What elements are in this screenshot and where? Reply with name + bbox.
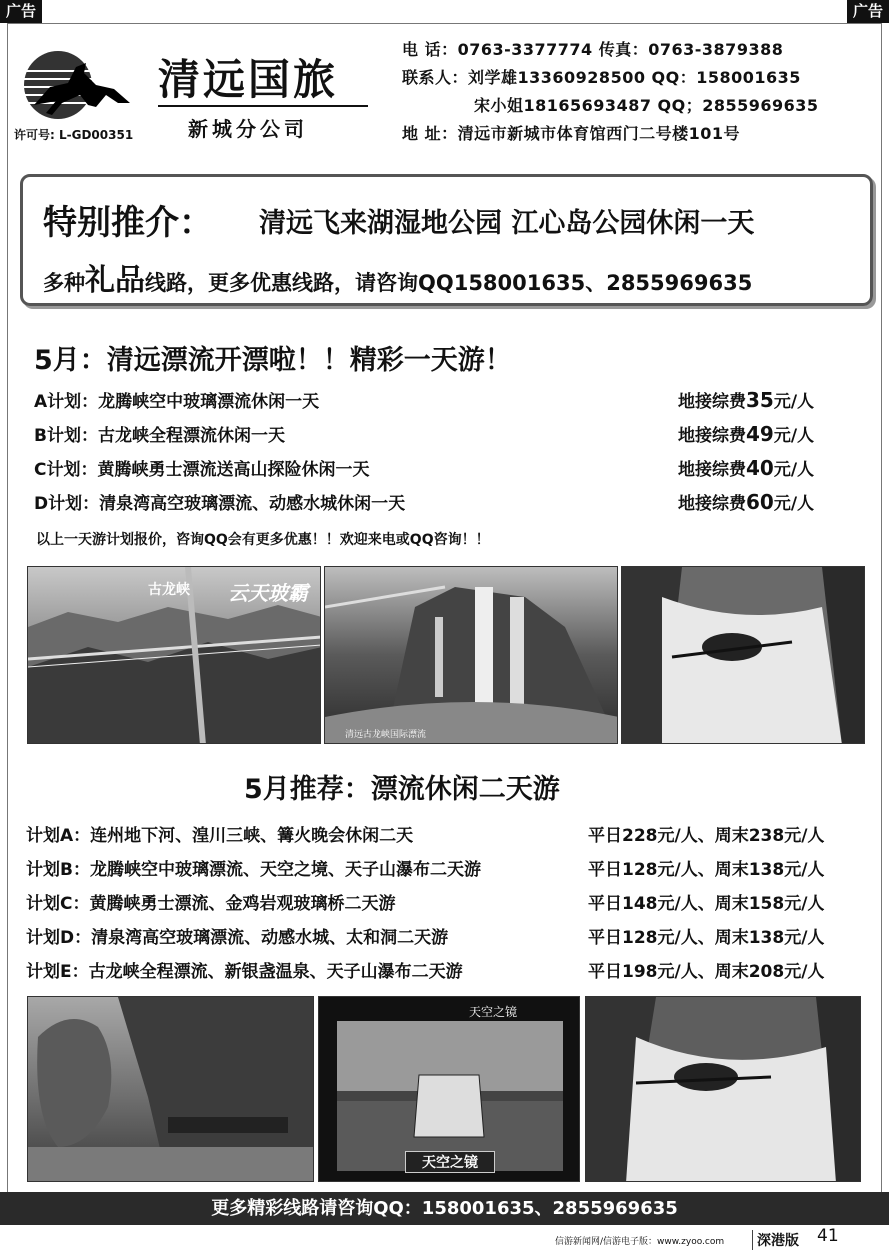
horse-logo: [14, 45, 136, 125]
company-branch: 新城分公司: [188, 117, 308, 141]
price-unit: 元/人、周末: [657, 928, 749, 948]
name-divider: [158, 105, 368, 107]
price-unit: 元/人、周末: [657, 860, 749, 880]
section2-price: [588, 923, 824, 948]
plan-name: 计划E：古龙峡全程漂流、新银盏温泉、天子山瀑布二天游: [26, 962, 463, 982]
promo-line-big: 礼品: [85, 263, 145, 298]
photo-glass-bridge: [27, 566, 321, 744]
ad-tag-right: 广告: [847, 0, 889, 23]
section1-price: [678, 489, 814, 514]
section2-price: [588, 889, 824, 914]
price-unit: 元/人、周末: [657, 962, 749, 982]
address: 地 址：清远市新城市体育馆西门二号楼101号: [402, 124, 740, 143]
photo-sky-mirror: [318, 996, 580, 1182]
price-label: 平日: [588, 928, 622, 948]
price-unit: 元/人: [773, 426, 815, 446]
price-label: 平日: [588, 962, 622, 982]
weekend-price: 138: [748, 860, 785, 880]
license-number: 许可号: L-GD00351: [14, 128, 134, 142]
company-name: 清远国旅: [158, 55, 339, 104]
photo1-brand: 古龙峡: [148, 582, 190, 598]
promo-heading: 特别推介：: [43, 203, 213, 243]
price-unit: 元/人: [784, 962, 825, 982]
section2-title: 5月推荐：漂流休闲二天游: [244, 774, 560, 805]
weekday-price: 148: [622, 894, 658, 914]
ad-tag-left: 广告: [0, 0, 42, 23]
footer-bar: 更多精彩线路请咨询QQ：158001635、2855969635: [0, 1192, 889, 1225]
plan-name: 计划B：龙腾峡空中玻璃漂流、天空之境、天子山瀑布二天游: [26, 860, 481, 880]
weekday-price: 228: [622, 826, 658, 846]
section1-title: 5月：清远漂流开漂啦！！精彩一天游！: [34, 345, 512, 376]
section1-price: [678, 421, 814, 446]
promo-line-pre: 多种: [43, 271, 85, 295]
special-promo-box: [20, 174, 873, 306]
price-label: 平日: [588, 894, 622, 914]
price-label: 地接综费: [678, 494, 746, 514]
section2-plan: [26, 821, 413, 846]
plan-name: D计划：清泉湾高空玻璃漂流、动感水城休闲一天: [34, 494, 406, 514]
price-label: 平日: [588, 826, 622, 846]
plan-name: C计划：黄腾峡勇士漂流送高山探险休闲一天: [34, 460, 370, 480]
weekend-price: 238: [748, 826, 785, 846]
plan-name: 计划C：黄腾峡勇士漂流、金鸡岩观玻璃桥二天游: [26, 894, 396, 914]
contact-2: 宋小姐18165693487 QQ；2855969635: [474, 96, 819, 115]
price-unit: 元/人、周末: [657, 826, 749, 846]
promo-title: 清远飞来湖湿地公园 江心岛公园休闲一天: [259, 208, 755, 239]
section1-note: 以上一天游计划报价，咨询QQ会有更多优惠！！欢迎来电或QQ咨询！！: [36, 532, 490, 548]
weekend-price: 208: [748, 962, 785, 982]
price-label: 平日: [588, 860, 622, 880]
section1-plan: [34, 421, 285, 446]
price-value: 40: [746, 456, 774, 480]
section1-price: [678, 455, 814, 480]
section2-plan: [26, 889, 395, 914]
plan-name: B计划：古龙峡全程漂流休闲一天: [34, 426, 285, 446]
weekend-price: 158: [748, 894, 785, 914]
section2-price: [588, 821, 824, 846]
photo-cave: [27, 996, 314, 1182]
section2-plan: [26, 957, 463, 982]
plan-name: 计划A：连州地下河、湟川三峡、篝火晚会休闲二天: [26, 826, 414, 846]
price-unit: 元/人: [784, 826, 825, 846]
section2-price: [588, 957, 824, 982]
promo-line: [43, 255, 752, 299]
footer-edition: 深港版: [752, 1230, 799, 1250]
price-label: 地接综费: [678, 392, 746, 412]
section2-plan: [26, 923, 448, 948]
weekday-price: 128: [622, 928, 658, 948]
page-number: 41: [817, 1226, 839, 1246]
section1-plan: [34, 455, 369, 480]
price-unit: 元/人: [773, 494, 815, 514]
price-unit: 元/人: [773, 392, 815, 412]
photo-rafting-1: [621, 566, 865, 744]
photo2-caption: 清远古龙峡国际漂流: [345, 730, 427, 740]
price-unit: 元/人: [784, 894, 825, 914]
price-label: 地接综费: [678, 426, 746, 446]
footer-credit: 信游新闻网/信游电子版：www.zyoo.com: [555, 1237, 725, 1247]
price-value: 60: [746, 490, 774, 514]
phone-fax: 电 话：0763-3377774 传真：0763-3879388: [402, 40, 784, 59]
price-value: 35: [746, 388, 774, 412]
weekday-price: 128: [622, 860, 658, 880]
section1-plan: [34, 489, 405, 514]
promo-line-post: 线路，更多优惠线路，请咨询QQ158001635、2855969635: [145, 271, 753, 295]
contact-block: [402, 36, 819, 148]
price-unit: 元/人: [784, 860, 825, 880]
section2-plan: [26, 855, 481, 880]
price-unit: 元/人: [773, 460, 815, 480]
price-unit: 元/人: [784, 928, 825, 948]
section1-plan: [34, 387, 319, 412]
photo-waterfall: [324, 566, 618, 744]
photo-brand: 天空之镜: [469, 1005, 518, 1019]
photo1-title: 云天玻霸: [228, 581, 308, 605]
contact-1: 联系人：刘学雄13360928500 QQ：158001635: [402, 68, 801, 87]
photo-caption: 天空之镜: [405, 1151, 495, 1173]
photo-rafting-2: [585, 996, 861, 1182]
price-unit: 元/人、周末: [657, 894, 749, 914]
plan-name: A计划：龙腾峡空中玻璃漂流休闲一天: [34, 392, 320, 412]
weekday-price: 198: [622, 962, 658, 982]
price-value: 49: [746, 422, 774, 446]
weekend-price: 138: [748, 928, 785, 948]
section2-price: [588, 855, 824, 880]
section1-price: [678, 387, 814, 412]
price-label: 地接综费: [678, 460, 746, 480]
plan-name: 计划D：清泉湾高空玻璃漂流、动感水城、太和洞二天游: [26, 928, 449, 948]
